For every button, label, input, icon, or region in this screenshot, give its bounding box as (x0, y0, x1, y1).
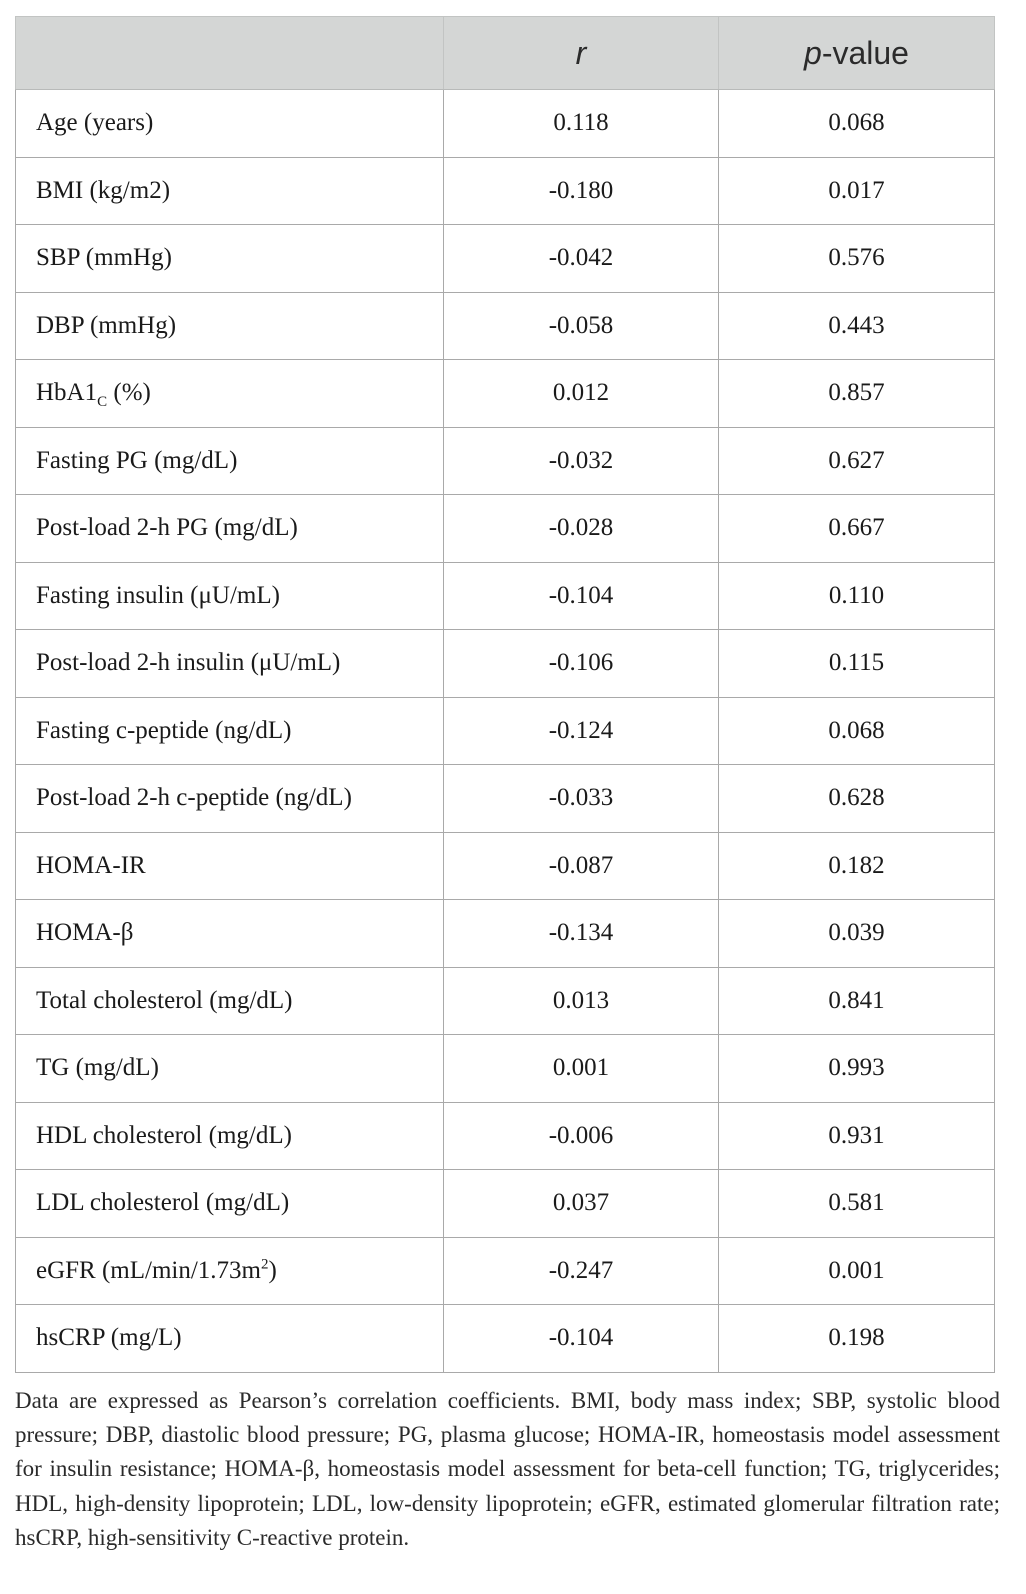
variable-cell (16, 697, 444, 765)
p-value-cell: 0.115 (719, 630, 995, 698)
header-p-italic: p (804, 34, 822, 71)
variable-cell (16, 1305, 444, 1373)
variable-name: HOMA-IR (36, 851, 146, 879)
r-value-cell: -0.106 (444, 630, 719, 698)
p-value-cell: 0.841 (719, 967, 995, 1035)
p-value-cell: 0.667 (719, 495, 995, 563)
variable-name: Total cholesterol (mg/dL) (36, 986, 293, 1014)
p-value-cell: 0.443 (719, 292, 995, 360)
variable-name: HDL cholesterol (mg/dL) (36, 1121, 292, 1149)
p-value-cell: 0.627 (719, 427, 995, 495)
variable-cell (16, 1237, 444, 1305)
variable-name: TG (mg/dL) (36, 1054, 159, 1082)
variable-name: HbA1 (36, 379, 98, 407)
variable-name: Post-load 2-h c-peptide (ng/dL) (36, 784, 352, 812)
variable-cell (16, 427, 444, 495)
variable-name: Age (years) (36, 109, 154, 137)
p-value-cell: 0.857 (719, 360, 995, 428)
r-value-cell: 0.013 (444, 967, 719, 1035)
p-value-cell: 0.068 (719, 90, 995, 158)
p-value-cell: 0.182 (719, 832, 995, 900)
variable-cell (16, 765, 444, 833)
table-row (16, 90, 995, 158)
variable-name: Fasting PG (mg/dL) (36, 446, 238, 474)
header-p-rest: -value (821, 34, 909, 71)
table-row (16, 697, 995, 765)
variable-name: Post-load 2-h PG (mg/dL) (36, 514, 298, 542)
table-row (16, 225, 995, 293)
table-row (16, 1035, 995, 1103)
table-row (16, 967, 995, 1035)
variable-cell (16, 225, 444, 293)
variable-cell (16, 967, 444, 1035)
variable-unit-tail: (%) (107, 379, 151, 407)
p-value-cell: 0.001 (719, 1237, 995, 1305)
table-row (16, 832, 995, 900)
r-value-cell: -0.180 (444, 157, 719, 225)
variable-superscript: 2 (261, 1256, 269, 1273)
table-row (16, 562, 995, 630)
header-p-value (719, 17, 995, 90)
r-value-cell: -0.028 (444, 495, 719, 563)
variable-cell (16, 360, 444, 428)
r-value-cell: -0.134 (444, 900, 719, 968)
p-value-cell: 0.068 (719, 697, 995, 765)
r-value-cell: -0.033 (444, 765, 719, 833)
r-value-cell: -0.104 (444, 1305, 719, 1373)
p-value-cell: 0.581 (719, 1170, 995, 1238)
table-row (16, 1170, 995, 1238)
p-value-cell: 0.110 (719, 562, 995, 630)
table-row (16, 900, 995, 968)
r-value-cell: -0.032 (444, 427, 719, 495)
p-value-cell: 0.993 (719, 1035, 995, 1103)
variable-name: HOMA-β (36, 919, 134, 947)
table-row (16, 765, 995, 833)
table-body (16, 90, 995, 1373)
header-variable (16, 17, 444, 90)
r-value-cell: -0.042 (444, 225, 719, 293)
variable-name: Fasting c-peptide (ng/dL) (36, 716, 292, 744)
p-value-cell: 0.017 (719, 157, 995, 225)
variable-name: Fasting insulin (μU/mL) (36, 581, 280, 609)
r-value-cell: 0.001 (444, 1035, 719, 1103)
table-row (16, 360, 995, 428)
table-row (16, 157, 995, 225)
correlation-table (15, 16, 995, 1373)
p-value-cell: 0.198 (719, 1305, 995, 1373)
variable-cell (16, 157, 444, 225)
header-r-label: r (575, 34, 587, 71)
table-row (16, 630, 995, 698)
variable-cell (16, 562, 444, 630)
variable-name: eGFR (mL/min/1.73m (36, 1256, 261, 1284)
variable-cell (16, 1035, 444, 1103)
table-row (16, 495, 995, 563)
variable-cell (16, 900, 444, 968)
variable-name: DBP (mmHg) (36, 311, 177, 339)
variable-cell (16, 495, 444, 563)
p-value-cell: 0.576 (719, 225, 995, 293)
r-value-cell: 0.118 (444, 90, 719, 158)
variable-name: hsCRP (mg/L) (36, 1324, 182, 1352)
r-value-cell: -0.247 (444, 1237, 719, 1305)
r-value-cell: 0.037 (444, 1170, 719, 1238)
header-r (444, 17, 719, 90)
p-value-cell: 0.628 (719, 765, 995, 833)
variable-cell (16, 630, 444, 698)
variable-cell (16, 292, 444, 360)
variable-name: SBP (mmHg) (36, 244, 172, 272)
table-row (16, 1102, 995, 1170)
table-row (16, 1305, 995, 1373)
table-row (16, 292, 995, 360)
variable-cell (16, 1170, 444, 1238)
variable-cell (16, 1102, 444, 1170)
variable-cell (16, 832, 444, 900)
variable-subscript: C (97, 394, 108, 411)
r-value-cell: 0.012 (444, 360, 719, 428)
table-footnote: Data are expressed as Pearson’s correlation coefficients. BMI, body mass index; SBP, systolic blood pressure; DBP, diastolic blood pressure; PG, plasma glucose; HOMA-IR, homeostasis model assessment for insulin resistance; HOMA-β, homeostasis model assessment for beta-cell function; TG, triglycerides; HDL, high-density lipoprotein; LDL, low-density lipoprotein; eGFR, estimated glomerular filtration rate; hsCRP, high-sensitivity C-reactive protein. (15, 1388, 1000, 1550)
variable-name: LDL cholesterol (mg/dL) (36, 1189, 290, 1217)
table-row (16, 1237, 995, 1305)
r-value-cell: -0.124 (444, 697, 719, 765)
variable-cell (16, 90, 444, 158)
r-value-cell: -0.087 (444, 832, 719, 900)
p-value-cell: 0.931 (719, 1102, 995, 1170)
r-value-cell: -0.104 (444, 562, 719, 630)
r-value-cell: -0.058 (444, 292, 719, 360)
variable-unit-tail: ) (268, 1256, 277, 1284)
p-value-cell: 0.039 (719, 900, 995, 968)
variable-name: BMI (kg/m2) (36, 176, 171, 204)
variable-name: Post-load 2-h insulin (μU/mL) (36, 649, 341, 677)
r-value-cell: -0.006 (444, 1102, 719, 1170)
table-row (16, 427, 995, 495)
table-header-row (16, 17, 995, 90)
